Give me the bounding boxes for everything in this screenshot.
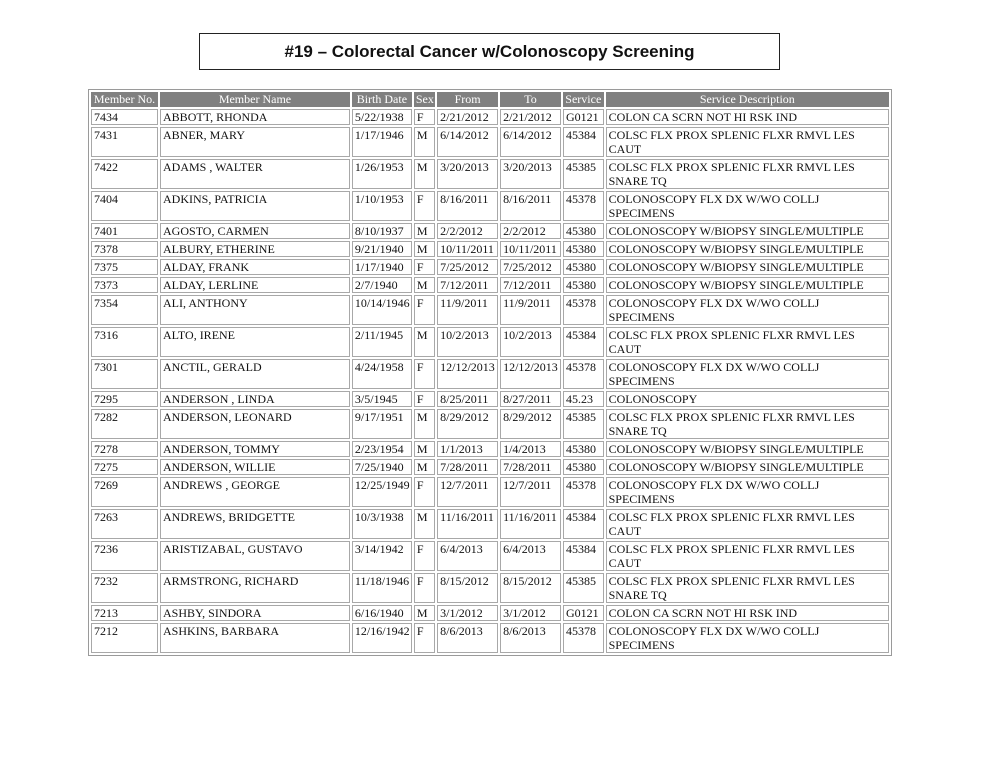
table-row (91, 509, 889, 539)
cell-sex: F (414, 541, 435, 571)
cell-member-no: 7301 (91, 359, 158, 389)
cell-service-description: COLONOSCOPY W/BIOPSY SINGLE/MULTIPLE (606, 223, 889, 239)
cell-service-description: COLONOSCOPY W/BIOPSY SINGLE/MULTIPLE (606, 277, 889, 293)
cell-service-description: COLSC FLX PROX SPLENIC FLXR RMVL LES SNARE TQ (606, 409, 889, 439)
cell-member-no: 7404 (91, 191, 158, 221)
cell-to: 11/9/2011 (500, 295, 561, 325)
cell-sex: F (414, 477, 435, 507)
cell-service-description: COLONOSCOPY FLX DX W/WO COLLJ SPECIMENS (606, 191, 889, 221)
cell-birth-date: 3/5/1945 (352, 391, 412, 407)
cell-sex: M (414, 277, 435, 293)
cell-to: 8/29/2012 (500, 409, 561, 439)
table-row (91, 359, 889, 389)
cell-to: 10/11/2011 (500, 241, 561, 257)
col-header-birth-date: Birth Date (352, 92, 412, 107)
cell-to: 2/21/2012 (500, 109, 561, 125)
cell-sex: F (414, 295, 435, 325)
cell-to: 12/7/2011 (500, 477, 561, 507)
cell-member-name: ALI, ANTHONY (160, 295, 350, 325)
cell-to: 7/25/2012 (500, 259, 561, 275)
cell-service-description: COLONOSCOPY FLX DX W/WO COLLJ SPECIMENS (606, 359, 889, 389)
cell-birth-date: 9/21/1940 (352, 241, 412, 257)
cell-member-name: ADAMS , WALTER (160, 159, 350, 189)
cell-member-name: ABNER, MARY (160, 127, 350, 157)
cell-birth-date: 1/17/1946 (352, 127, 412, 157)
cell-service: 45380 (563, 459, 604, 475)
cell-to: 3/1/2012 (500, 605, 561, 621)
table-row (91, 441, 889, 457)
table-row (91, 259, 889, 275)
cell-member-no: 7375 (91, 259, 158, 275)
cell-birth-date: 11/18/1946 (352, 573, 412, 603)
table-row (91, 605, 889, 621)
table-row (91, 573, 889, 603)
cell-service: 45380 (563, 241, 604, 257)
cell-member-name: ARISTIZABAL, GUSTAVO (160, 541, 350, 571)
cell-from: 11/16/2011 (437, 509, 498, 539)
cell-sex: M (414, 223, 435, 239)
cell-member-name: ALDAY, LERLINE (160, 277, 350, 293)
cell-service: 45384 (563, 509, 604, 539)
cell-to: 8/16/2011 (500, 191, 561, 221)
table-row (91, 623, 889, 653)
cell-sex: F (414, 573, 435, 603)
cell-to: 2/2/2012 (500, 223, 561, 239)
col-header-service: Service (563, 92, 604, 107)
cell-sex: F (414, 359, 435, 389)
cell-service: 45384 (563, 541, 604, 571)
cell-from: 12/7/2011 (437, 477, 498, 507)
cell-to: 8/27/2011 (500, 391, 561, 407)
cell-birth-date: 12/16/1942 (352, 623, 412, 653)
cell-service: 45378 (563, 295, 604, 325)
cell-member-name: AGOSTO, CARMEN (160, 223, 350, 239)
cell-sex: M (414, 409, 435, 439)
cell-service: 45385 (563, 573, 604, 603)
cell-member-no: 7282 (91, 409, 158, 439)
cell-member-name: ANDERSON, WILLIE (160, 459, 350, 475)
cell-member-name: ANCTIL, GERALD (160, 359, 350, 389)
cell-service-description: COLSC FLX PROX SPLENIC FLXR RMVL LES CAUT (606, 327, 889, 357)
col-header-member-name: Member Name (160, 92, 350, 107)
cell-service: 45380 (563, 441, 604, 457)
table-row (91, 541, 889, 571)
cell-service-description: COLONOSCOPY FLX DX W/WO COLLJ SPECIMENS (606, 623, 889, 653)
members-table (88, 89, 892, 656)
cell-from: 8/15/2012 (437, 573, 498, 603)
cell-member-name: ANDERSON , LINDA (160, 391, 350, 407)
cell-to: 8/15/2012 (500, 573, 561, 603)
table-row (91, 223, 889, 239)
cell-service: 45385 (563, 409, 604, 439)
cell-member-no: 7373 (91, 277, 158, 293)
report-title-box (199, 33, 780, 70)
cell-birth-date: 10/3/1938 (352, 509, 412, 539)
cell-to: 7/28/2011 (500, 459, 561, 475)
table-row (91, 277, 889, 293)
cell-sex: F (414, 391, 435, 407)
cell-from: 10/2/2013 (437, 327, 498, 357)
table-row (91, 459, 889, 475)
cell-sex: M (414, 441, 435, 457)
cell-from: 1/1/2013 (437, 441, 498, 457)
table-row (91, 159, 889, 189)
table-row (91, 295, 889, 325)
cell-service-description: COLONOSCOPY W/BIOPSY SINGLE/MULTIPLE (606, 459, 889, 475)
col-header-member-no: Member No. (91, 92, 158, 107)
col-header-service-description: Service Description (606, 92, 889, 107)
cell-service: 45380 (563, 277, 604, 293)
cell-member-name: ADKINS, PATRICIA (160, 191, 350, 221)
cell-from: 7/25/2012 (437, 259, 498, 275)
cell-from: 6/4/2013 (437, 541, 498, 571)
cell-from: 8/25/2011 (437, 391, 498, 407)
cell-service-description: COLONOSCOPY (606, 391, 889, 407)
cell-from: 8/16/2011 (437, 191, 498, 221)
cell-from: 8/29/2012 (437, 409, 498, 439)
cell-sex: F (414, 109, 435, 125)
cell-service-description: COLSC FLX PROX SPLENIC FLXR RMVL LES CAUT (606, 509, 889, 539)
cell-member-name: ANDERSON, TOMMY (160, 441, 350, 457)
cell-sex: M (414, 327, 435, 357)
cell-to: 3/20/2013 (500, 159, 561, 189)
cell-sex: M (414, 127, 435, 157)
col-header-to: To (500, 92, 561, 107)
cell-service-description: COLONOSCOPY W/BIOPSY SINGLE/MULTIPLE (606, 441, 889, 457)
table-row (91, 391, 889, 407)
cell-member-name: ALDAY, FRANK (160, 259, 350, 275)
col-header-from: From (437, 92, 498, 107)
cell-service: 45378 (563, 191, 604, 221)
cell-member-no: 7212 (91, 623, 158, 653)
cell-member-no: 7378 (91, 241, 158, 257)
table-row (91, 477, 889, 507)
cell-member-name: ANDERSON, LEONARD (160, 409, 350, 439)
cell-birth-date: 1/10/1953 (352, 191, 412, 221)
cell-member-name: ANDREWS, BRIDGETTE (160, 509, 350, 539)
cell-service-description: COLONOSCOPY W/BIOPSY SINGLE/MULTIPLE (606, 259, 889, 275)
cell-member-no: 7232 (91, 573, 158, 603)
cell-member-name: ANDREWS , GEORGE (160, 477, 350, 507)
cell-birth-date: 4/24/1958 (352, 359, 412, 389)
cell-birth-date: 2/23/1954 (352, 441, 412, 457)
cell-to: 6/14/2012 (500, 127, 561, 157)
cell-member-no: 7278 (91, 441, 158, 457)
cell-from: 8/6/2013 (437, 623, 498, 653)
cell-to: 6/4/2013 (500, 541, 561, 571)
cell-member-no: 7316 (91, 327, 158, 357)
cell-member-no: 7236 (91, 541, 158, 571)
cell-member-no: 7263 (91, 509, 158, 539)
cell-service-description: COLONOSCOPY W/BIOPSY SINGLE/MULTIPLE (606, 241, 889, 257)
cell-member-name: ASHKINS, BARBARA (160, 623, 350, 653)
cell-service-description: COLSC FLX PROX SPLENIC FLXR RMVL LES CAUT (606, 127, 889, 157)
cell-birth-date: 5/22/1938 (352, 109, 412, 125)
cell-service: 45385 (563, 159, 604, 189)
report-title: #19 – Colorectal Cancer w/Colonoscopy Screening (284, 41, 695, 61)
cell-sex: F (414, 191, 435, 221)
cell-birth-date: 3/14/1942 (352, 541, 412, 571)
cell-member-name: ABBOTT, RHONDA (160, 109, 350, 125)
table-row (91, 241, 889, 257)
cell-to: 12/12/2013 (500, 359, 561, 389)
cell-from: 6/14/2012 (437, 127, 498, 157)
cell-to: 7/12/2011 (500, 277, 561, 293)
cell-from: 12/12/2013 (437, 359, 498, 389)
table-row (91, 109, 889, 125)
cell-birth-date: 6/16/1940 (352, 605, 412, 621)
cell-to: 11/16/2011 (500, 509, 561, 539)
cell-sex: M (414, 605, 435, 621)
cell-service-description: COLONOSCOPY FLX DX W/WO COLLJ SPECIMENS (606, 295, 889, 325)
cell-member-name: ALTO, IRENE (160, 327, 350, 357)
cell-service-description: COLON CA SCRN NOT HI RSK IND (606, 109, 889, 125)
cell-to: 8/6/2013 (500, 623, 561, 653)
cell-birth-date: 10/14/1946 (352, 295, 412, 325)
cell-sex: M (414, 509, 435, 539)
cell-member-no: 7434 (91, 109, 158, 125)
cell-to: 1/4/2013 (500, 441, 561, 457)
cell-member-name: ARMSTRONG, RICHARD (160, 573, 350, 603)
cell-service-description: COLONOSCOPY FLX DX W/WO COLLJ SPECIMENS (606, 477, 889, 507)
cell-from: 10/11/2011 (437, 241, 498, 257)
cell-service: G0121 (563, 109, 604, 125)
cell-service: 45378 (563, 477, 604, 507)
cell-from: 3/20/2013 (437, 159, 498, 189)
cell-member-no: 7401 (91, 223, 158, 239)
cell-member-no: 7295 (91, 391, 158, 407)
cell-service-description: COLSC FLX PROX SPLENIC FLXR RMVL LES SNARE TQ (606, 573, 889, 603)
cell-birth-date: 12/25/1949 (352, 477, 412, 507)
cell-service: 45378 (563, 623, 604, 653)
cell-member-no: 7275 (91, 459, 158, 475)
cell-birth-date: 1/26/1953 (352, 159, 412, 189)
cell-birth-date: 1/17/1940 (352, 259, 412, 275)
cell-sex: M (414, 241, 435, 257)
cell-from: 2/21/2012 (437, 109, 498, 125)
cell-service: 45.23 (563, 391, 604, 407)
cell-service: 45384 (563, 327, 604, 357)
cell-to: 10/2/2013 (500, 327, 561, 357)
cell-birth-date: 2/11/1945 (352, 327, 412, 357)
cell-birth-date: 9/17/1951 (352, 409, 412, 439)
cell-member-no: 7213 (91, 605, 158, 621)
cell-birth-date: 7/25/1940 (352, 459, 412, 475)
cell-member-name: ASHBY, SINDORA (160, 605, 350, 621)
cell-member-name: ALBURY, ETHERINE (160, 241, 350, 257)
cell-from: 3/1/2012 (437, 605, 498, 621)
cell-service-description: COLSC FLX PROX SPLENIC FLXR RMVL LES SNARE TQ (606, 159, 889, 189)
cell-member-no: 7354 (91, 295, 158, 325)
table-row (91, 191, 889, 221)
cell-from: 7/12/2011 (437, 277, 498, 293)
cell-sex: F (414, 259, 435, 275)
cell-service: 45380 (563, 259, 604, 275)
cell-member-no: 7422 (91, 159, 158, 189)
cell-sex: M (414, 459, 435, 475)
cell-member-no: 7431 (91, 127, 158, 157)
col-header-sex: Sex (415, 92, 434, 106)
table-row (91, 327, 889, 357)
cell-sex: F (414, 623, 435, 653)
cell-service-description: COLSC FLX PROX SPLENIC FLXR RMVL LES CAUT (606, 541, 889, 571)
table-row (91, 409, 889, 439)
table-header-row (91, 92, 889, 107)
cell-birth-date: 8/10/1937 (352, 223, 412, 239)
cell-service: 45384 (563, 127, 604, 157)
cell-from: 2/2/2012 (437, 223, 498, 239)
cell-from: 11/9/2011 (437, 295, 498, 325)
cell-member-no: 7269 (91, 477, 158, 507)
cell-service: 45380 (563, 223, 604, 239)
cell-service-description: COLON CA SCRN NOT HI RSK IND (606, 605, 889, 621)
cell-service: G0121 (563, 605, 604, 621)
table-row (91, 127, 889, 157)
cell-service: 45378 (563, 359, 604, 389)
table-body (91, 109, 889, 653)
cell-birth-date: 2/7/1940 (352, 277, 412, 293)
cell-sex: M (414, 159, 435, 189)
cell-from: 7/28/2011 (437, 459, 498, 475)
